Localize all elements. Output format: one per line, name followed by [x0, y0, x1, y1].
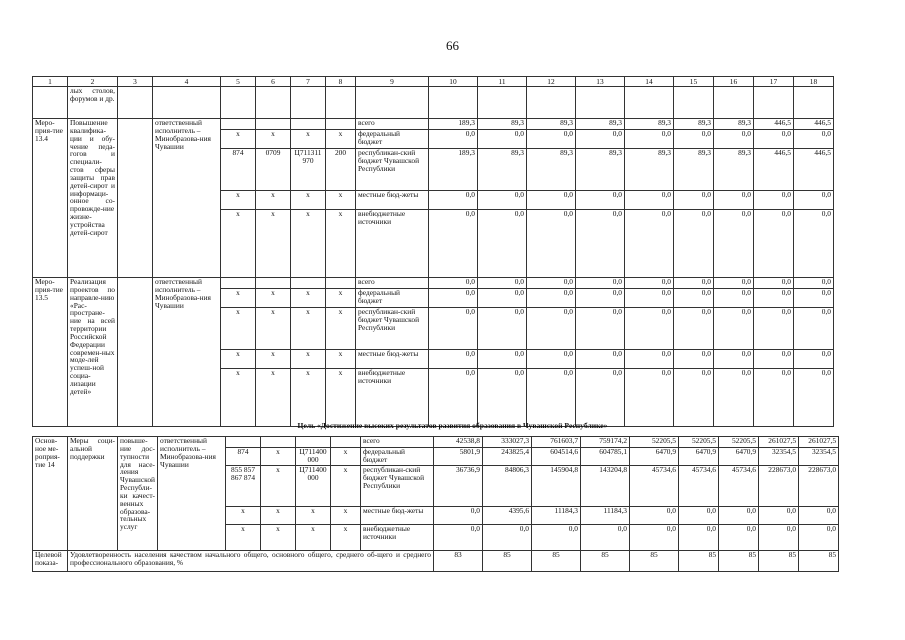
table-cell [356, 87, 429, 119]
column-header: 18 [794, 77, 834, 87]
amount-value: 0,0 [674, 191, 714, 210]
amount-value: 0,0 [754, 130, 794, 149]
amount-value: 32354,5 [759, 448, 799, 466]
funding-source: внебюджетные источники [356, 369, 429, 427]
amount-value: 0,0 [674, 308, 714, 350]
amount-value: 0,0 [714, 289, 754, 308]
target-value: 83 [434, 551, 483, 572]
activity-name: Основ-ное ме-роприя-тие 14 [33, 437, 68, 551]
funding-source: местные бюд-жеты [356, 191, 429, 210]
amount-value: 0,0 [483, 525, 532, 551]
code-target-article: x [291, 210, 326, 278]
amount-value: 0,0 [754, 210, 794, 278]
amount-value: 0,0 [478, 369, 527, 427]
funding-source: республикан-ский бюджет Чувашской Республики [361, 466, 434, 507]
code-expense-type: x [326, 369, 356, 427]
column-header: 3 [118, 77, 153, 87]
table-row [33, 437, 839, 448]
amount-value: 0,0 [759, 507, 799, 525]
code-section [256, 278, 291, 289]
amount-value: 0,0 [754, 278, 794, 289]
code-expense-type [326, 119, 356, 130]
column-header: 15 [674, 77, 714, 87]
table-cell [153, 87, 221, 119]
header-row [33, 77, 834, 87]
amount-value: 761603,7 [532, 437, 581, 448]
amount-value: 0,0 [714, 308, 754, 350]
amount-value: 143204,8 [581, 466, 630, 507]
amount-value: 6470,9 [679, 448, 719, 466]
amount-value: 0,0 [794, 130, 834, 149]
column-header: 14 [625, 77, 674, 87]
amount-value: 89,3 [576, 149, 625, 191]
amount-value: 89,3 [714, 149, 754, 191]
amount-value: 0,0 [794, 350, 834, 369]
goal-cell [118, 119, 153, 278]
activity-description: Повышение квалифика-ции и обу-чение педа-гогов и специали-стов сферы защиты прав детей-сирот и информаци-онное со-провожде-ние жизне-устройства детей-сирот [68, 119, 118, 278]
code-grbs: x [221, 308, 256, 350]
amount-value: 0,0 [754, 350, 794, 369]
code-grbs: 855 857 867 874 [226, 466, 261, 507]
code-expense-type: x [326, 308, 356, 350]
code-section: x [256, 369, 291, 427]
amount-value: 261027,5 [799, 437, 839, 448]
activity-description: Меры соци-альной поддержки [68, 437, 118, 551]
column-header: 9 [356, 77, 429, 87]
table-cell [527, 87, 576, 119]
amount-value: 89,3 [625, 119, 674, 130]
code-target-article: x [291, 369, 326, 427]
amount-value: 446,5 [754, 119, 794, 130]
target-value: 85 [483, 551, 532, 572]
code-section: x [256, 289, 291, 308]
amount-value: 0,0 [679, 525, 719, 551]
page-number: 66 [446, 38, 459, 53]
amount-value: 89,3 [527, 119, 576, 130]
amount-value: 0,0 [478, 191, 527, 210]
table-cell [674, 87, 714, 119]
amount-value: 0,0 [527, 191, 576, 210]
goal-title: Цель «Достижение высоких результатов развития образования в Чувашской Республике» [297, 421, 608, 430]
amount-value: 0,0 [714, 278, 754, 289]
funding-source: республикан-ский бюджет Чувашской Республики [356, 308, 429, 350]
amount-value: 0,0 [714, 130, 754, 149]
code-section: x [256, 210, 291, 278]
amount-value: 0,0 [429, 289, 478, 308]
target-value: 85 [581, 551, 630, 572]
column-header: 6 [256, 77, 291, 87]
code-target-article: x [291, 130, 326, 149]
column-header: 11 [478, 77, 527, 87]
code-expense-type: x [326, 191, 356, 210]
code-expense-type: x [326, 210, 356, 278]
table-cell [221, 87, 256, 119]
code-expense-type: x [331, 507, 361, 525]
amount-value: 0,0 [674, 278, 714, 289]
code-expense-type: x [326, 350, 356, 369]
table-cell [429, 87, 478, 119]
continuation-row [33, 87, 834, 119]
amount-value: 0,0 [625, 278, 674, 289]
code-target-article: x [291, 308, 326, 350]
goal-cell [118, 278, 153, 427]
amount-value: 6470,9 [630, 448, 679, 466]
amount-value: 0,0 [625, 130, 674, 149]
code-grbs [226, 437, 261, 448]
amount-value: 45734,6 [630, 466, 679, 507]
amount-value: 4395,6 [483, 507, 532, 525]
amount-value: 0,0 [429, 130, 478, 149]
amount-value: 0,0 [478, 278, 527, 289]
code-target-article: x [296, 525, 331, 551]
amount-value: 0,0 [527, 210, 576, 278]
amount-value: 0,0 [527, 130, 576, 149]
code-section: x [261, 448, 296, 466]
amount-value: 89,3 [527, 149, 576, 191]
funding-source: федеральный бюджет [356, 130, 429, 149]
funding-source: внебюджетные источники [356, 210, 429, 278]
column-header: 12 [527, 77, 576, 87]
amount-value: 0,0 [478, 210, 527, 278]
amount-value: 0,0 [576, 130, 625, 149]
amount-value: 0,0 [429, 369, 478, 427]
amount-value: 11184,3 [532, 507, 581, 525]
amount-value: 0,0 [527, 369, 576, 427]
amount-value: 0,0 [429, 191, 478, 210]
amount-value: 145904,8 [532, 466, 581, 507]
amount-value: 84806,3 [483, 466, 532, 507]
amount-value: 0,0 [478, 350, 527, 369]
code-expense-type: x [331, 466, 361, 507]
amount-value: 89,3 [674, 119, 714, 130]
amount-value: 52205,5 [719, 437, 759, 448]
code-expense-type: x [326, 130, 356, 149]
amount-value: 0,0 [429, 210, 478, 278]
amount-value: 89,3 [478, 119, 527, 130]
amount-value: 0,0 [714, 350, 754, 369]
table-cell [754, 87, 794, 119]
amount-value: 45734,6 [719, 466, 759, 507]
activity-name: Меро-прия-тие 13.4 [33, 119, 68, 278]
amount-value: 0,0 [794, 210, 834, 278]
code-target-article: x [291, 289, 326, 308]
table-cell [326, 87, 356, 119]
amount-value: 0,0 [527, 350, 576, 369]
amount-value: 0,0 [429, 278, 478, 289]
funding-source: местные бюд-жеты [356, 350, 429, 369]
target-value: 85 [630, 551, 679, 572]
code-target-article: x [291, 191, 326, 210]
amount-value: 89,3 [576, 119, 625, 130]
funding-source: федеральный бюджет [361, 448, 434, 466]
column-header: 5 [221, 77, 256, 87]
amount-value: 0,0 [478, 289, 527, 308]
amount-value: 0,0 [754, 369, 794, 427]
amount-value: 0,0 [714, 210, 754, 278]
amount-value: 0,0 [674, 369, 714, 427]
code-target-article: Ц711400 000 [296, 466, 331, 507]
table-cell [256, 87, 291, 119]
table-row [33, 119, 834, 130]
amount-value: 89,3 [478, 149, 527, 191]
amount-value: 0,0 [794, 289, 834, 308]
amount-value: 0,0 [527, 289, 576, 308]
amount-value: 0,0 [679, 507, 719, 525]
code-section: x [261, 525, 296, 551]
code-section: x [256, 350, 291, 369]
responsible-executor: ответственный исполнитель – Минобразова-ния Чувашии [153, 278, 221, 427]
amount-value: 32354,5 [799, 448, 839, 466]
amount-value: 446,5 [794, 119, 834, 130]
amount-value: 228673,0 [759, 466, 799, 507]
table-cell [625, 87, 674, 119]
amount-value: 0,0 [719, 507, 759, 525]
amount-value: 0,0 [532, 525, 581, 551]
amount-value: 0,0 [576, 191, 625, 210]
amount-value: 0,0 [754, 308, 794, 350]
code-section [261, 437, 296, 448]
funding-source: всего [361, 437, 434, 448]
amount-value: 45734,6 [679, 466, 719, 507]
column-header: 13 [576, 77, 625, 87]
amount-value: 42538,8 [434, 437, 483, 448]
code-grbs [221, 278, 256, 289]
amount-value: 6470,9 [719, 448, 759, 466]
amount-value: 0,0 [527, 308, 576, 350]
budget-table-bottom [32, 436, 839, 572]
responsible-executor: ответственный исполнитель – Минобразова-ния Чувашии [153, 119, 221, 278]
target-value: 85 [532, 551, 581, 572]
code-expense-type: 200 [326, 149, 356, 191]
funding-source: всего [356, 278, 429, 289]
activity-description: лых столов, форумов и др. [68, 87, 118, 119]
amount-value: 0,0 [759, 525, 799, 551]
amount-value: 0,0 [576, 210, 625, 278]
responsible-executor: ответственный исполнитель – Минобразова-ния Чувашии [158, 437, 226, 551]
code-expense-type: x [331, 448, 361, 466]
amount-value: 11184,3 [581, 507, 630, 525]
budget-table-top [32, 76, 834, 427]
code-target-article [296, 437, 331, 448]
amount-value: 0,0 [794, 191, 834, 210]
amount-value: 0,0 [625, 350, 674, 369]
code-section [256, 119, 291, 130]
amount-value: 604514,6 [532, 448, 581, 466]
code-grbs: x [221, 350, 256, 369]
amount-value: 89,3 [714, 119, 754, 130]
code-section: x [256, 308, 291, 350]
amount-value: 89,3 [674, 149, 714, 191]
table-cell [576, 87, 625, 119]
table-cell [118, 87, 153, 119]
amount-value: 0,0 [625, 308, 674, 350]
amount-value: 0,0 [625, 369, 674, 427]
amount-value: 5801,9 [434, 448, 483, 466]
amount-value: 0,0 [625, 289, 674, 308]
amount-value: 0,0 [527, 278, 576, 289]
code-expense-type [331, 437, 361, 448]
code-grbs [221, 119, 256, 130]
amount-value: 0,0 [754, 191, 794, 210]
amount-value: 0,0 [630, 507, 679, 525]
column-header: 7 [291, 77, 326, 87]
funding-source: федеральный бюджет [356, 289, 429, 308]
amount-value: 0,0 [799, 525, 839, 551]
amount-value: 0,0 [478, 308, 527, 350]
table-cell [33, 87, 68, 119]
amount-value: 0,0 [625, 191, 674, 210]
table-cell [794, 87, 834, 119]
funding-source: республикан-ский бюджет Чувашской Республики [356, 149, 429, 191]
amount-value: 0,0 [799, 507, 839, 525]
table-row [33, 278, 834, 289]
amount-value: 0,0 [434, 525, 483, 551]
amount-value: 0,0 [625, 210, 674, 278]
amount-value: 0,0 [576, 308, 625, 350]
code-grbs: x [221, 130, 256, 149]
amount-value: 52205,5 [630, 437, 679, 448]
target-value: 85 [719, 551, 759, 572]
amount-value: 0,0 [429, 308, 478, 350]
amount-value: 0,0 [719, 525, 759, 551]
code-target-article [291, 278, 326, 289]
amount-value: 0,0 [434, 507, 483, 525]
amount-value: 0,0 [581, 525, 630, 551]
target-value: 85 [759, 551, 799, 572]
column-header: 4 [153, 77, 221, 87]
code-grbs: x [221, 369, 256, 427]
code-expense-type: x [326, 289, 356, 308]
amount-value: 261027,5 [759, 437, 799, 448]
column-header: 16 [714, 77, 754, 87]
amount-value: 0,0 [674, 130, 714, 149]
code-grbs: 874 [226, 448, 261, 466]
target-value: 85 [679, 551, 719, 572]
target-indicator-text: Удовлетворенность населения качеством начального общего, основного общего, среднего об-щего и среднего профессионального образования, % [68, 551, 434, 572]
table-cell [714, 87, 754, 119]
activity-description: Реализация проектов по направле-нию «Рас-простране-ние на всей территории Российской Федерации современ-ных моде-лей успеш-ной социа-лизации детей» [68, 278, 118, 427]
code-target-article [291, 119, 326, 130]
amount-value: 89,3 [625, 149, 674, 191]
amount-value: 446,5 [754, 149, 794, 191]
amount-value: 333027,3 [483, 437, 532, 448]
code-expense-type: x [331, 525, 361, 551]
activity-name: Меро-прия-тие 13.5 [33, 278, 68, 427]
column-header: 2 [68, 77, 118, 87]
amount-value: 52205,5 [679, 437, 719, 448]
amount-value: 228673,0 [799, 466, 839, 507]
table-cell [291, 87, 326, 119]
funding-source: местные бюд-жеты [361, 507, 434, 525]
funding-source: всего [356, 119, 429, 130]
code-section: x [256, 130, 291, 149]
amount-value: 0,0 [674, 210, 714, 278]
amount-value: 0,0 [794, 278, 834, 289]
code-grbs: x [221, 289, 256, 308]
amount-value: 0,0 [576, 369, 625, 427]
amount-value: 0,0 [714, 369, 754, 427]
amount-value: 189,3 [429, 149, 478, 191]
code-target-article: Ц711400 000 [296, 448, 331, 466]
code-grbs: 874 [221, 149, 256, 191]
funding-source: внебюджетные источники [361, 525, 434, 551]
amount-value: 0,0 [794, 308, 834, 350]
amount-value: 0,0 [429, 350, 478, 369]
column-header: 1 [33, 77, 68, 87]
target-indicator-row [33, 551, 839, 572]
amount-value: 0,0 [576, 289, 625, 308]
code-target-article: x [291, 350, 326, 369]
code-expense-type [326, 278, 356, 289]
code-section: 0709 [256, 149, 291, 191]
amount-value: 759174,2 [581, 437, 630, 448]
code-target-article: x [296, 507, 331, 525]
amount-value: 0,0 [754, 289, 794, 308]
amount-value: 243825,4 [483, 448, 532, 466]
amount-value: 36736,9 [434, 466, 483, 507]
amount-value: 446,5 [794, 149, 834, 191]
code-grbs: x [226, 525, 261, 551]
amount-value: 0,0 [794, 369, 834, 427]
code-section: x [256, 191, 291, 210]
amount-value: 0,0 [576, 278, 625, 289]
column-header: 10 [429, 77, 478, 87]
code-target-article: Ц711311 970 [291, 149, 326, 191]
amount-value: 189,3 [429, 119, 478, 130]
code-grbs: x [221, 210, 256, 278]
amount-value: 0,0 [674, 350, 714, 369]
target-indicator-label: Целевой показа- [33, 551, 68, 572]
column-header: 8 [326, 77, 356, 87]
code-grbs: x [226, 507, 261, 525]
code-section: x [261, 507, 296, 525]
code-section: x [261, 466, 296, 507]
goal-cell: повыше-ние дос-тупности для насе-ления Чувашской Республи-ки качест-венных образова-тельных услуг [118, 437, 158, 551]
amount-value: 0,0 [630, 525, 679, 551]
amount-value: 0,0 [478, 130, 527, 149]
amount-value: 0,0 [674, 289, 714, 308]
amount-value: 0,0 [576, 350, 625, 369]
target-value: 85 [799, 551, 839, 572]
amount-value: 604785,1 [581, 448, 630, 466]
code-grbs: x [221, 191, 256, 210]
column-header: 17 [754, 77, 794, 87]
table-cell [478, 87, 527, 119]
amount-value: 0,0 [714, 191, 754, 210]
